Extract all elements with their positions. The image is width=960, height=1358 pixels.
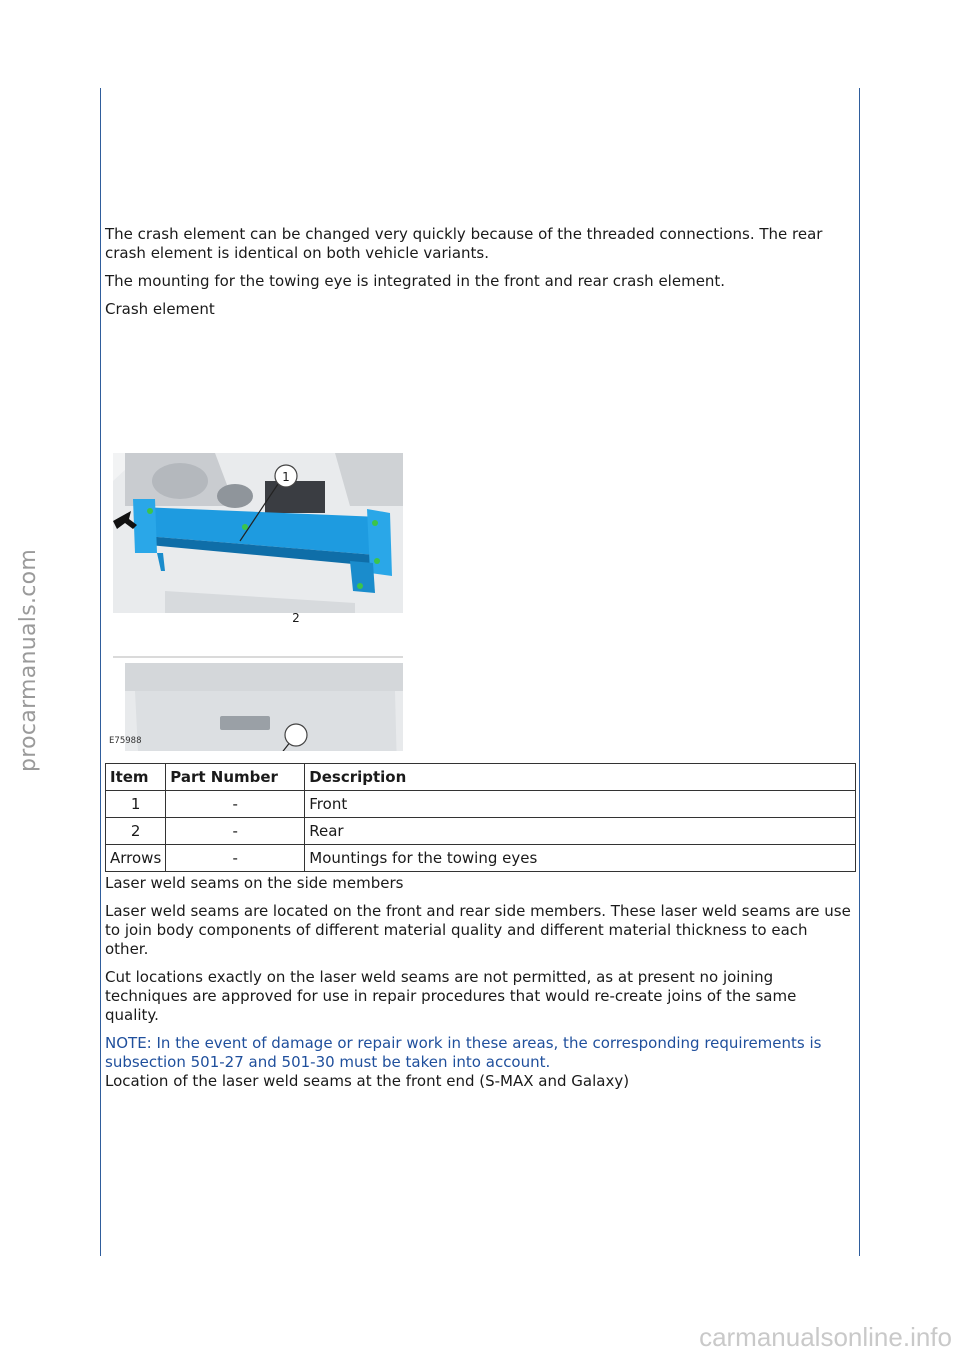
cell-part-number: - xyxy=(166,791,305,818)
caption-front-end-location: Location of the laser weld seams at the front end (S-MAX and Galaxy) xyxy=(105,1072,630,1090)
paragraph-cut-locations: Cut locations exactly on the laser weld seams are not permitted, as at present no joining techniques are approved for use in repair procedures that would re-create joins of the same quality. xyxy=(105,968,797,1024)
header-part-number: Part Number xyxy=(166,764,305,791)
figure-id: E75988 xyxy=(109,736,142,746)
table-row xyxy=(106,791,856,818)
cell-item: Arrows xyxy=(106,845,166,872)
cell-item: 1 xyxy=(106,791,166,818)
paragraph-laser-weld-location: Laser weld seams are located on the front and rear side members. These laser weld seams are use to join body components of different material quality and different material thickness to each other. xyxy=(105,902,851,958)
table-header-row xyxy=(106,764,856,791)
paragraph-towing-eye: The mounting for the towing eye is integrated in the front and rear crash element. xyxy=(105,272,726,290)
crash-element-figure xyxy=(105,331,405,751)
cell-part-number: - xyxy=(166,818,305,845)
crash-element-illustration xyxy=(105,331,405,751)
callout-2: 2 xyxy=(292,611,300,625)
left-margin-rule xyxy=(100,88,101,1256)
callout-1: 1 xyxy=(282,470,290,484)
cell-description: Rear xyxy=(305,818,856,845)
bottom-watermark: carmanualsonline.info xyxy=(699,1322,952,1352)
right-margin-rule xyxy=(859,88,860,1256)
cell-item: 2 xyxy=(106,818,166,845)
table-row xyxy=(106,818,856,845)
section-heading-laser-weld: Laser weld seams on the side members xyxy=(105,874,404,892)
document-body xyxy=(105,225,855,1100)
parts-table xyxy=(105,763,856,872)
section-heading-crash-element: Crash element xyxy=(105,300,215,318)
cell-part-number: - xyxy=(166,845,305,872)
cell-description: Mountings for the towing eyes xyxy=(305,845,856,872)
cell-description: Front xyxy=(305,791,856,818)
paragraph-threaded-connections: The crash element can be changed very quickly because of the threaded connections. The rear crash element is identical on both vehicle variants. xyxy=(105,225,823,262)
table-row xyxy=(106,845,856,872)
header-description: Description xyxy=(305,764,856,791)
note-text: NOTE: In the event of damage or repair work in these areas, the corresponding requirements is subsection 501-27 and 501-30 must be taken into account. xyxy=(105,1034,822,1071)
rear-crash-element-view xyxy=(113,657,403,751)
header-item: Item xyxy=(106,764,166,791)
side-watermark: procarmanuals.com xyxy=(16,548,41,772)
front-crash-element-view xyxy=(113,453,403,613)
